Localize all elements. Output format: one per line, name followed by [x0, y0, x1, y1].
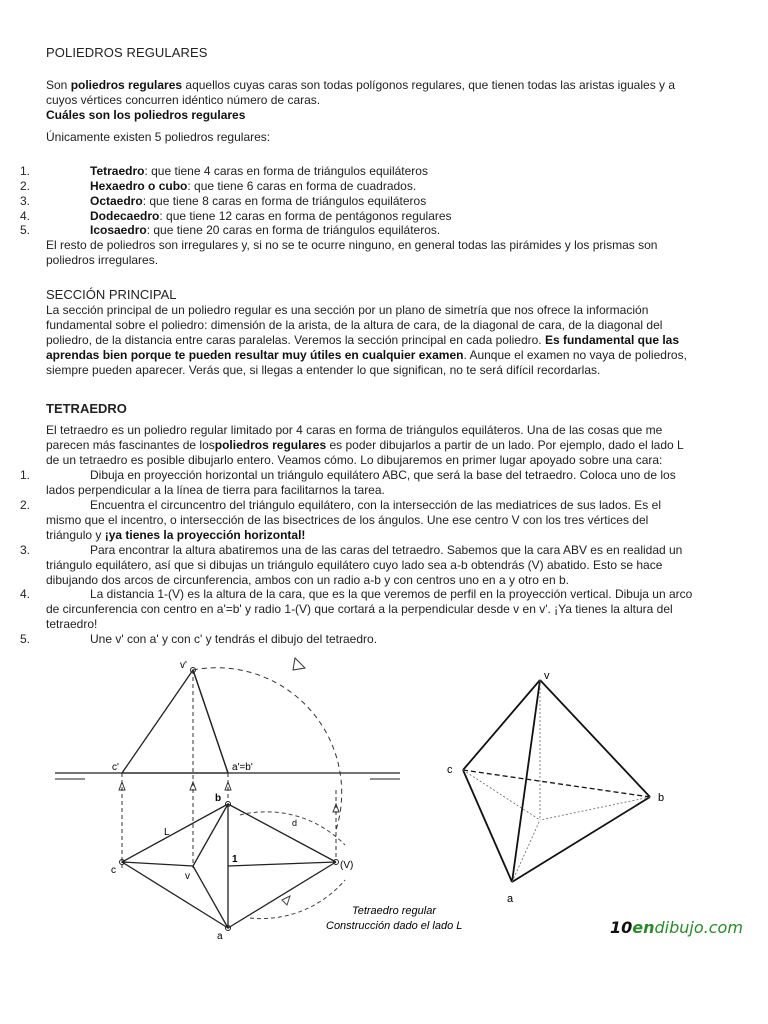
solid-label-a: a [507, 893, 514, 905]
hidden-edge-c-b [463, 770, 650, 797]
step-item: 1. Dibuja en proyección horizontal un triángulo equilátero ABC, que será la base del tetraedro. Coloca uno de los lados perpendicular a la línea de tierra para facilitarnos la tarea. [20, 468, 676, 497]
label-L: L [164, 827, 170, 838]
intro-bold: poliedros regulares [70, 78, 183, 92]
arc-arrow-bottom [282, 896, 290, 905]
solid-edge-c-a [463, 770, 512, 882]
solid-label-b: b [658, 792, 665, 804]
tetraedro-intro: El tetraedro es un poliedro regular limitado por 4 caras en forma de triángulos equiláteros. Una de las cosas que me parecen más fascinantes de lospoliedros regulares es poder dibujarlos a partir de un lado. Por ejemplo, dado el lado L de un tetraedro es posible dibujarlo entero. Veamos cómo. Lo dibujaremos en primer lugar apoyado sobre una cara: [46, 423, 684, 467]
edge-c-v [122, 862, 193, 866]
hidden-line-b [540, 797, 650, 820]
figure-caption-1: Tetraedro regular [352, 905, 436, 917]
intro-paragraph [46, 78, 726, 123]
edge-v-a [193, 670, 228, 773]
brand-logo: 10endibujo.com [610, 918, 743, 937]
intro-prefix: Son [46, 78, 71, 92]
label-v: v [185, 871, 190, 882]
only-five-text: Únicamente existen 5 poliedros regulares: [46, 130, 271, 144]
page-title: POLIEDROS REGULARES [46, 45, 208, 60]
solid-edge-v-c [463, 680, 540, 770]
solid-edge-v-b [540, 680, 650, 797]
arc-arrow-top [293, 658, 305, 670]
solid-edge-b-a [512, 797, 650, 882]
label-c: c [111, 865, 116, 876]
height-1-V [228, 862, 336, 866]
edge-a-v [193, 866, 228, 928]
tetrahedron-construction-figure [0, 650, 768, 950]
height-arc [193, 668, 342, 830]
label-1: 1 [232, 854, 238, 865]
label-b: b [215, 793, 222, 804]
step-item: 4. La distancia 1-(V) es la altura de la cara, que es la que veremos de perfil en la proyección vertical. Dibuja un arco de circunferencia con centro en a'=b' y radio 1-(V) que cortará a la perpendicular desde v en v'. ¡Ya tienes la altura del tetraedro! [20, 587, 693, 631]
seccion-paragraph: La sección principal de un poliedro regular es una sección por un plano de simetría que nos ofrece la información fundamental sobre el poliedro: dimensión de la arista, de la altura de cara, de la diagonal de cara, de la diagonal del poliedro, de la distancia entre caras paralelas. Veremos la sección principal en cada poliedro. Es fundamental que las aprendas bien porque te pueden resultar muy útiles en cualquier examen. Aunque el examen no vaya de poliedros, siempre pueden aparecer. Verás que, si llegas a entender lo que significan, no te será difícil recordarlas. [46, 303, 687, 377]
rest-paragraph: El resto de poliedros son irregulares y, si no se te ocurre ninguno, en general todas las pirámides y los prismas son poliedros irregulares. [46, 238, 658, 267]
intro-subheading: Cuáles son los poliedros regulares [46, 108, 246, 122]
intro-rest: aquellos cuyas caras son todas polígonos regulares, que tienen todas las aristas iguales y a [182, 78, 676, 92]
step-item: 5. Une v' con a' y con c' y tendrás el dibujo del tetraedro. [20, 632, 378, 646]
edge-a-V [228, 862, 336, 928]
label-V-abatido: (V) [340, 860, 354, 871]
section-heading-seccion: SECCIÓN PRINCIPAL [46, 287, 177, 302]
small-arc-top [240, 812, 345, 845]
figure-caption-2: Construcción dado el lado L [326, 920, 463, 932]
section-heading-tetraedro: TETRAEDRO [46, 401, 127, 416]
horizontal-projection-triangle [122, 804, 228, 928]
step-item: 2. Encuentra el circuncentro del triángulo equilátero, con la intersección de las mediatrices de sus lados. Es el mismo que el incentro, o intersección de las bisectrices de los ángulos. Une ese centro V con los tres vértices del triángulo y ¡ya tienes la proyección horizontal! [20, 498, 661, 542]
vertical-projection-triangle [122, 670, 228, 773]
label-ab-prime: a'=b' [232, 762, 253, 773]
solid-label-c: c [447, 764, 453, 776]
step-item: 3. Para encontrar la altura abatiremos una de las caras del tetraedro. Sabemos que la cara ABV es en realidad un triángulo equilátero, así que si dibujas un triángulo equilátero cuyo lado sea a-b obtendrás (V) abatido. Esto se hace dibujando dos arcos de circunferencia, ambos con un radio a-b y con centros uno en a y otro en b. [20, 543, 683, 587]
label-a: a [217, 931, 223, 942]
label-d: d [292, 818, 298, 828]
label-c-prime: c' [112, 762, 119, 773]
solid-label-v: v [544, 670, 550, 682]
label-v-prime: v' [180, 660, 187, 671]
intro-line2: cuyos vértices concurren idéntico número de caras. [46, 93, 321, 107]
